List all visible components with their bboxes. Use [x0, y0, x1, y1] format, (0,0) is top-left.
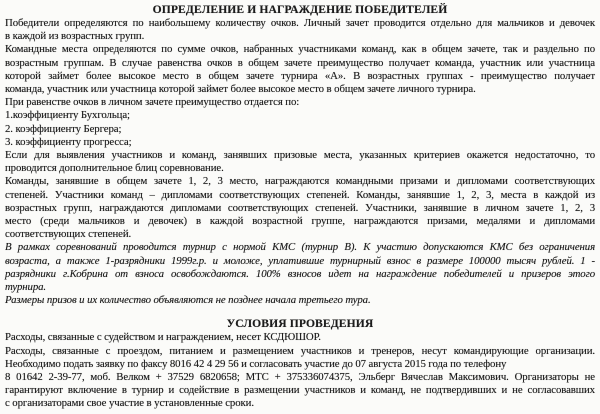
text-line: которой займет более высокое место в общем зачете турнира «А». В возрастных группах - преимущество получает: [5, 69, 595, 82]
text-line: В рамках соревнований проводится турнир с нормой КМС (турнир В). К участию допускаются КМС без ограничения: [5, 241, 595, 254]
text-line: 3. коэффициенту прогресса;: [5, 135, 132, 148]
section-conditions-body: [5, 331, 595, 410]
text-line: команда, участник или участница которой займет более высокое место в общем зачете личного турнира.: [5, 83, 476, 96]
text-line: разрядники г.Кобрина от взноса освобождаются. 100% взносов идет на награждение победителей и призеров этого: [5, 267, 595, 280]
text-line: 1.коэффициенту Бухгольца;: [5, 109, 130, 122]
section-heading-conditions: УСЛОВИЯ ПРОВЕДЕНИЯ: [226, 317, 374, 331]
text-line: место (среди мальчиков и девочек) в каждой возрастной группе, награждаются призами, медалями и дипломами: [5, 215, 595, 228]
text-line: возрастных групп, награждаются дипломами соответствующих степеней. Участники, занявшие в личном зачете 1, 2, 3: [5, 201, 595, 214]
section-heading-winners: ОПРЕДЕЛЕНИЕ И НАГРАЖДЕНИЕ ПОБЕДИТЕЛЕЙ: [152, 3, 448, 16]
text-line: степеней. Участники команд – дипломами соответствующих степеней. Команды, занявшие 1, 2, 3, места в каждой из: [5, 188, 595, 201]
text-line: Командные места определяются по сумме очков, набранных участниками команд, как в общем зачете, так и раздельно по: [5, 43, 595, 56]
text-line: Победители определяются по наибольшему количеству очков. Личный зачет проводится отдельно для мальчиков и девочек: [5, 17, 595, 29]
text-line: Расходы, связанные с судейством и награждением, несет КСДЮШОР.: [5, 331, 321, 344]
text-line: Если для выявления участников и команд, занявших призовые места, указанных критериев окажется недостаточно, то: [5, 149, 595, 162]
text-line: 8 01642 2-39-77, моб. Велком + 37529 6820658; МТС + 375336074375, Эльберг Вячеслав Максимович. Организаторы не: [5, 371, 595, 384]
text-line: При равенстве очков в личном зачете преимущество отдается по:: [5, 96, 300, 109]
text-line: соответствующих степеней.: [5, 228, 132, 241]
text-line: Размеры призов и их количество объявляются не позднее начала третьего тура.: [5, 294, 371, 307]
text-line: Команды, занявшие в общем зачете 1, 2, 3 место, награждаются командными призами и дипломами соответствующих: [5, 175, 595, 188]
text-line: гарантируют включение в турнир и содействие в размещении участников и команд, не подтвердивших и не согласовавших: [5, 384, 595, 397]
text-line: возрастным группам. В случае равенства очков в общем зачете преимущество получает команда, участник или участница: [5, 56, 595, 69]
section-winners-body: [5, 17, 595, 307]
text-line: 2. коэффициенту Бергера;: [5, 122, 122, 135]
text-line: проводится дополнительное блиц соревнование.: [5, 162, 224, 175]
text-line: с организаторами свое участие в установленные сроки.: [5, 397, 254, 410]
text-line: турнира.: [5, 281, 47, 294]
text-line: возраста, а также 1-разрядники 1999г.р. и моложе, уплатившие турнирный взнос в размере 100000 тысяч рублей. 1 -: [5, 254, 595, 267]
text-line: в каждой из возрастных групп.: [5, 30, 145, 43]
text-line: Расходы, связанные с проездом, питанием и размещением участников и тренеров, несут командирующие организации.: [5, 344, 595, 357]
text-line: Необходимо подать заявку по факсу 8016 42 4 29 56 и согласовать участие до 07 августа 2015 года по телефону: [5, 357, 507, 370]
